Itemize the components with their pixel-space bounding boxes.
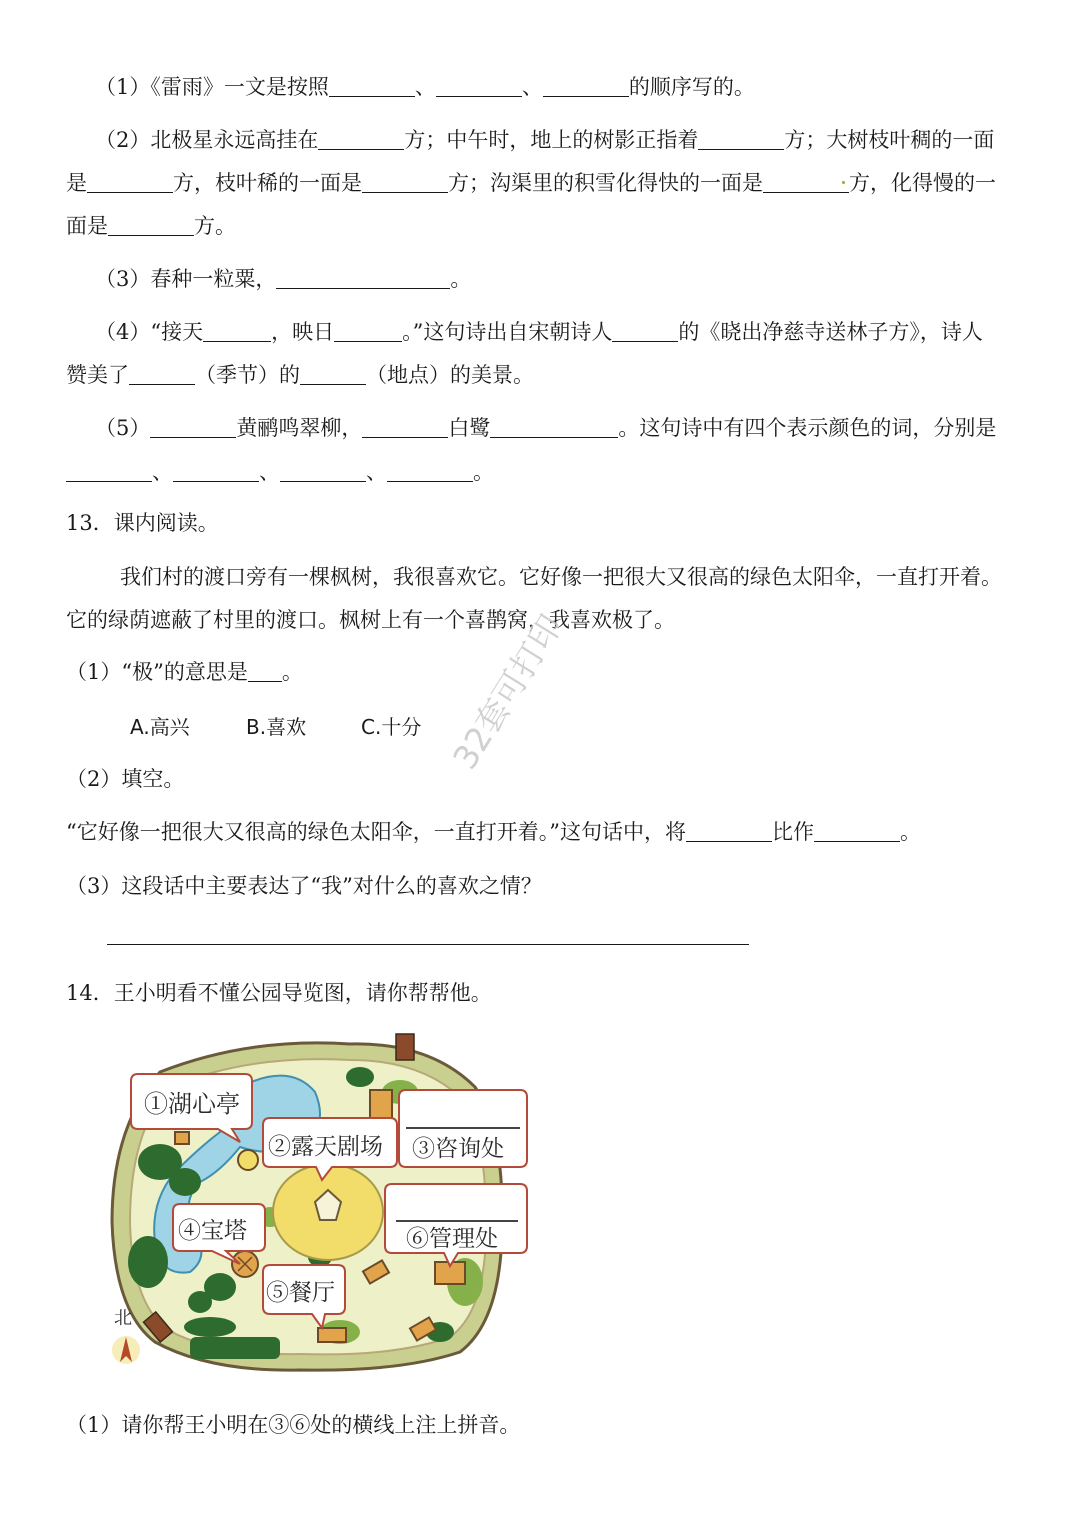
blank[interactable] xyxy=(698,127,784,150)
label-1: ①湖心亭 xyxy=(144,1090,240,1118)
blank[interactable] xyxy=(763,170,849,193)
q12-item-4-line2: 赞美了 （季节）的 （地点）的美景。 xyxy=(66,363,534,387)
q12-item-4-line1: （4）“接天 ，映日 。”这句诗出自宋朝诗人 的《晓出净慈寺送林子方》，诗人 xyxy=(95,320,983,344)
blank[interactable] xyxy=(129,362,195,385)
q12-item-5-line2: 、 、 、 。 xyxy=(66,457,494,487)
q12-item-5-line1: （5） 黄鹂鸣翠柳， 白鹭 。这句诗中有四个表示颜色的词，分别是 xyxy=(95,416,997,440)
blank[interactable] xyxy=(318,127,404,150)
watermark: 32套可打印 xyxy=(445,607,571,776)
label-2: ②露天剧场 xyxy=(268,1134,383,1160)
q12-item-1: （1）《雷雨》一文是按照 、 、 的顺序写的。 xyxy=(95,75,755,99)
q14-title: 14．王小明看不懂公园导览图，请你帮帮他。 xyxy=(66,981,492,1005)
blank[interactable] xyxy=(276,266,450,289)
blank[interactable] xyxy=(203,319,271,342)
blank[interactable] xyxy=(362,170,448,193)
blank[interactable] xyxy=(248,659,282,682)
label-4: ④宝塔 xyxy=(178,1218,247,1244)
blank[interactable] xyxy=(66,459,152,482)
q13-sub1: （1）“极”的意思是 。 xyxy=(66,660,303,684)
blank[interactable] xyxy=(87,170,173,193)
callout-management xyxy=(385,1184,527,1266)
q12-item-2-line3: 面是 方。 xyxy=(66,214,236,238)
option-a[interactable]: A.高兴 xyxy=(130,715,190,739)
q13-sub3: （3）这段话中主要表达了“我”对什么的喜欢之情？ xyxy=(66,874,542,898)
label-3: ③咨询处 xyxy=(412,1136,504,1162)
q13-passage-line2: 它的绿荫遮蔽了村里的渡口。枫树上有一个喜鹊窝，我喜欢极了。 xyxy=(66,608,675,632)
q13-passage-line1: 我们村的渡口旁有一棵枫树，我很喜欢它。它好像一把很大又很高的绿色太阳伞，一直打开着。 xyxy=(120,565,1002,589)
q12-item-3: （3）春种一粒粟， 。 xyxy=(95,267,472,291)
blank[interactable] xyxy=(329,74,415,97)
blank[interactable] xyxy=(387,459,473,482)
north-label: 北 xyxy=(114,1308,132,1329)
q13-sub2: （2）填空。 xyxy=(66,767,185,791)
blank[interactable] xyxy=(150,415,236,438)
blank[interactable] xyxy=(490,415,618,438)
label-5: ⑤餐厅 xyxy=(266,1280,335,1306)
q13-title: 13．课内阅读。 xyxy=(66,511,219,535)
label-6: ⑥管理处 xyxy=(406,1226,498,1252)
blank[interactable] xyxy=(612,319,678,342)
option-c[interactable]: C.十分 xyxy=(361,715,422,739)
blank[interactable] xyxy=(173,459,259,482)
blank[interactable] xyxy=(686,819,772,842)
blank[interactable] xyxy=(362,415,448,438)
q12-item-2-line1: （2）北极星永远高挂在 方；中午时，地上的树影正指着 方；大树枝叶稠的一面 xyxy=(95,128,995,152)
blank[interactable] xyxy=(543,74,629,97)
blank[interactable] xyxy=(436,74,522,97)
q14-sub1: （1）请你帮王小明在③⑥处的横线上注上拼音。 xyxy=(66,1413,521,1437)
blank[interactable] xyxy=(814,819,900,842)
blank[interactable] xyxy=(108,213,194,236)
pavilion xyxy=(238,1150,258,1170)
option-b[interactable]: B.喜欢 xyxy=(246,715,307,739)
answer-line[interactable] xyxy=(107,944,749,945)
q13-sub2-question: “它好像一把很大又很高的绿色太阳伞，一直打开着。”这句话中，将 比作 。 xyxy=(66,820,921,844)
blank[interactable] xyxy=(334,319,402,342)
park-map xyxy=(100,1032,540,1377)
q12-item-2-line2: 是 方，枝叶稀的一面是 方；沟渠里的积雪化得快的一面是 方，化得慢的一 xyxy=(66,171,996,195)
blank[interactable] xyxy=(300,362,366,385)
gate xyxy=(396,1034,414,1060)
stray-dot xyxy=(842,181,845,184)
blank[interactable] xyxy=(280,459,366,482)
callout-info-desk xyxy=(399,1090,527,1167)
